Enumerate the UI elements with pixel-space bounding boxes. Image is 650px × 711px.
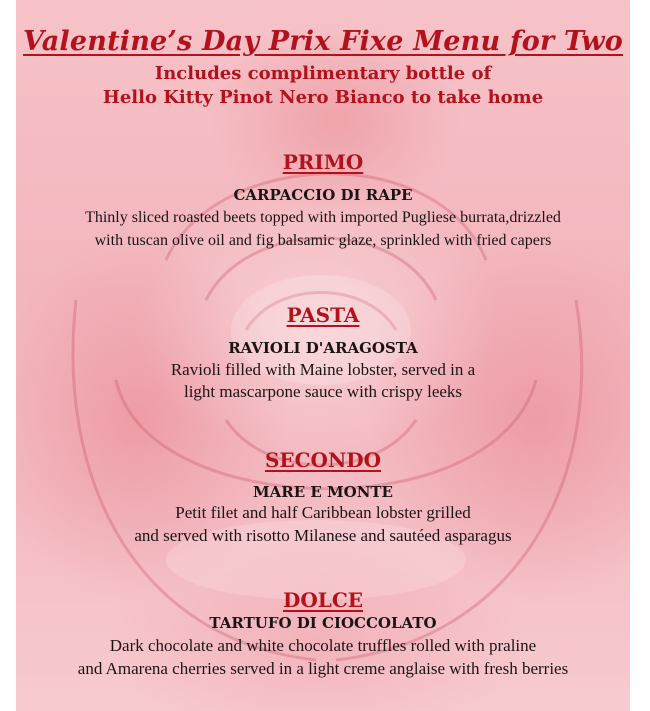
dish-name-pasta: RAVIOLI D'ARAGOSTA	[228, 339, 418, 357]
section-heading-dolce: DOLCE	[283, 588, 363, 612]
section-heading-pasta: PASTA	[286, 303, 360, 327]
dish-desc-secondo-line-1: Petit filet and half Caribbean lobster grilled	[175, 503, 471, 522]
dish-desc-pasta-line-1: Ravioli filled with Maine lobster, served in a	[170, 360, 476, 379]
dish-desc-dolce-line-1: Dark chocolate and white chocolate truffles rolled with praline	[109, 636, 537, 655]
dish-desc-primo-line-2: with tuscan olive oil and fig balsamic glaze, sprinkled with fried capers	[94, 232, 552, 249]
menu-title: Valentine’s Day Prix Fixe Menu for Two	[23, 26, 623, 57]
dish-desc-pasta-line-2: light mascarpone sauce with crispy leeks	[183, 382, 463, 401]
dish-desc-secondo-line-2: and served with risotto Milanese and sautéed asparagus	[134, 526, 512, 545]
subtitle-line-1: Includes complimentary bottle of	[154, 63, 492, 84]
dish-desc-dolce-line-2: and Amarena cherries served in a light creme anglaise with fresh berries	[77, 659, 569, 678]
dish-name-dolce: TARTUFO DI CIOCCOLATO	[209, 614, 437, 632]
dish-desc-primo-line-1: Thinly sliced roasted beets topped with imported Pugliese burrata,drizzled	[85, 209, 561, 226]
section-heading-secondo: SECONDO	[264, 448, 382, 472]
section-heading-primo: PRIMO	[282, 150, 364, 174]
dish-name-secondo: MARE E MONTE	[253, 483, 393, 501]
menu-card	[16, 0, 630, 711]
menu-content	[16, 0, 630, 711]
subtitle-line-2: Hello Kitty Pinot Nero Bianco to take home	[102, 87, 544, 108]
dish-name-primo: CARPACCIO DI RAPE	[233, 186, 413, 204]
